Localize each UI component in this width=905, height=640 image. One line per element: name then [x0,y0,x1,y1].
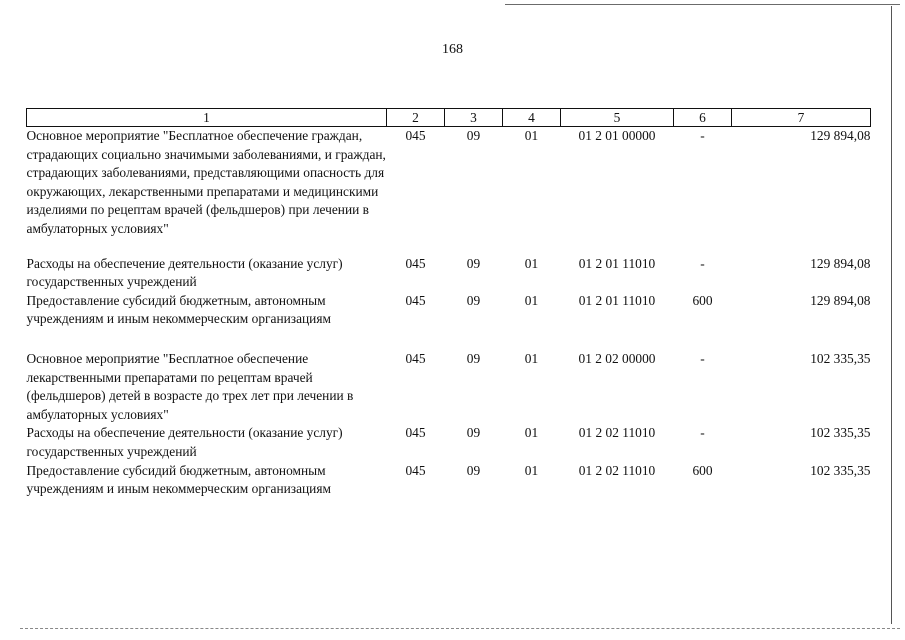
table-row [27,350,871,424]
row-description: Предоставление субсидий бюджетным, автономным учреждениям и иным некоммерческим организациям [26,462,331,497]
row-target-article: 01 2 01 11010 [578,255,656,271]
row-target-article: 01 2 02 00000 [578,350,656,366]
scan-artifact-right-edge [891,6,892,624]
column-header-4: 4 [503,109,561,127]
row-section-code: 09 [466,128,481,143]
row-target-article: 01 2 01 11010 [578,292,656,308]
row-section-code: 09 [466,462,481,478]
row-expense-type: - [700,425,705,441]
row-ministry-code: 045 [405,462,426,478]
column-header-7: 7 [732,109,871,127]
row-subsection-code: 01 [524,292,539,308]
row-subsection-code: 01 [524,255,539,271]
row-expense-type: 600 [692,292,713,308]
table-row [27,255,871,292]
column-header-2: 2 [387,109,445,127]
row-spacer [27,239,871,255]
scan-artifact-bottom-line [20,628,900,629]
row-section-code: 09 [466,425,481,441]
column-header-1: 1 [27,109,387,127]
row-description: Расходы на обеспечение деятельности (оказание услуг) государственных учреждений [26,425,343,459]
row-target-article: 01 2 02 11010 [578,425,656,441]
row-expense-type: - [700,128,705,143]
row-subsection-code: 01 [524,462,539,478]
row-ministry-code: 045 [405,255,426,271]
row-ministry-code: 045 [405,292,426,308]
row-description: Расходы на обеспечение деятельности (оказание услуг) государственных учреждений [26,255,343,290]
row-ministry-code: 045 [405,128,426,143]
row-expense-type: - [700,255,705,271]
column-header-5: 5 [561,109,674,127]
row-ministry-code: 045 [405,425,426,441]
page-number: 168 [442,42,463,57]
row-section-code: 09 [466,350,481,366]
row-amount: 129 894,08 [810,255,871,271]
row-section-code: 09 [466,292,481,308]
row-amount: 102 335,35 [810,425,871,441]
row-amount: 102 335,35 [810,462,871,478]
table-row [27,424,871,461]
column-header-6: 6 [674,109,732,127]
row-subsection-code: 01 [524,425,539,441]
row-description: Основное мероприятие "Бесплатное обеспечение лекарственными препаратами по рецептам врачей (фельдшеров) детей в возрасте до трех лет при лечении в амбулаторных условиях" [26,350,354,422]
row-target-article: 01 2 01 00000 [578,128,656,143]
row-description: Основное мероприятие "Бесплатное обеспечение граждан, страдающих социально значимыми заболеваниями, и граждан, страдающих заболеваниями, представляющими опасность для окружающих, лекарственными препаратами и медицинскими изделиями по рецептам врачей (фельдшеров) при лечении в амбулаторных условиях" [26,128,386,236]
row-subsection-code: 01 [524,128,539,143]
row-expense-type: - [700,350,705,366]
row-amount: 102 335,35 [810,350,871,366]
row-description: Предоставление субсидий бюджетным, автономным учреждениям и иным некоммерческим организациям [26,292,331,327]
table-row [27,127,871,239]
row-amount: 129 894,08 [810,128,871,143]
scan-artifact-top-line [505,4,900,5]
row-expense-type: 600 [692,462,713,478]
row-subsection-code: 01 [524,350,539,366]
column-header-3: 3 [445,109,503,127]
row-ministry-code: 045 [405,350,426,366]
table-row [27,292,871,329]
table-row [27,462,871,499]
budget-table [26,108,871,499]
row-target-article: 01 2 02 11010 [578,462,656,478]
row-spacer [27,329,871,350]
row-section-code: 09 [466,255,481,271]
column-number-header [27,109,871,127]
row-amount: 129 894,08 [810,292,871,308]
